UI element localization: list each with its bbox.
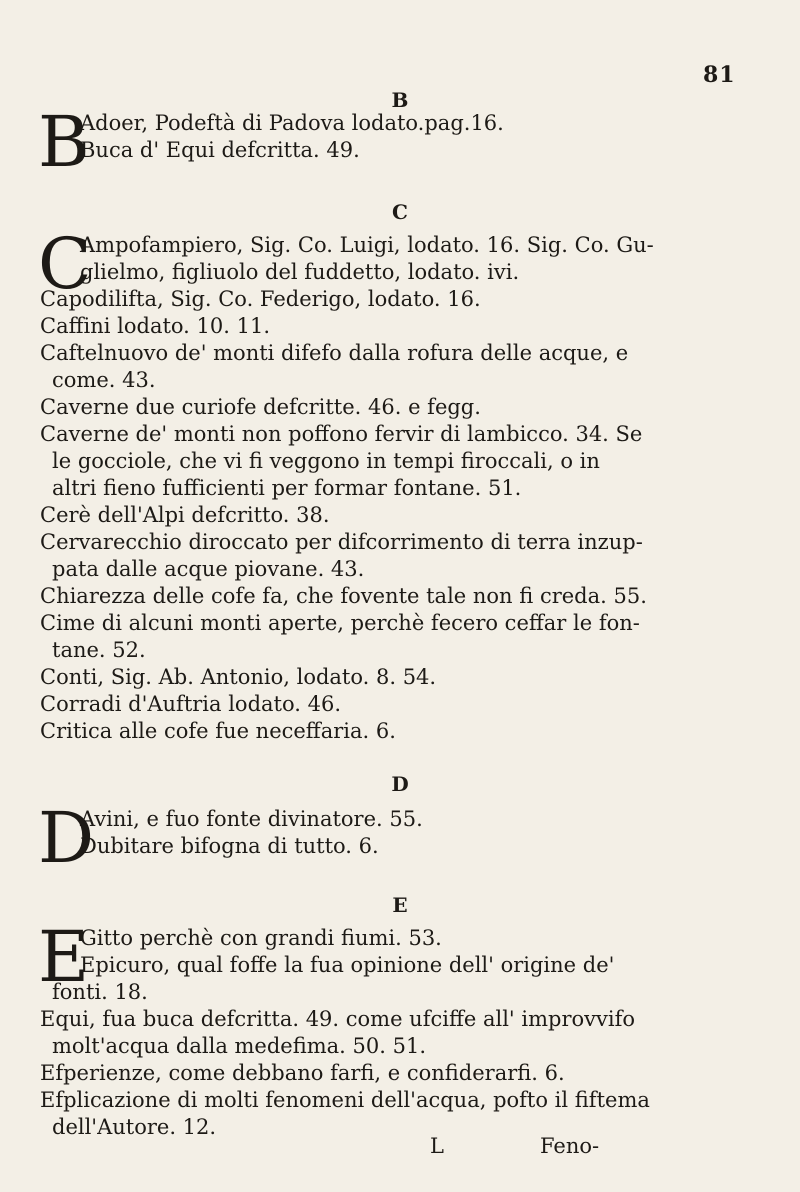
section-c: [0, 223, 800, 745]
index-entry: Caverne de' monti non poffono fervir di lambicco. 34. Se: [40, 422, 643, 446]
index-entry: Ampofampiero, Sig. Co. Luigi, lodato. 16. Sig. Co. Gu-: [80, 233, 654, 257]
index-entry: Critica alle cofe fue neceffaria. 6.: [40, 719, 396, 743]
index-entry: come. 43.: [52, 368, 156, 392]
index-entry: Equi, fua buca defcritta. 49. come ufciffe all' improvvifo: [40, 1007, 635, 1031]
index-entry: Corradi d'Auftria lodato. 46.: [40, 692, 341, 716]
index-entry: Cervarecchio diroccato per difcorrimento di terra inzup-: [40, 530, 643, 554]
index-entry: pata dalle acque piovane. 43.: [52, 557, 365, 581]
section-d: [0, 797, 800, 879]
index-entry: Efperienze, come debbano farfi, e confiderarfi. 6.: [40, 1061, 565, 1085]
index-entry: Epicuro, qual foffe la fua opinione dell' origine de': [80, 953, 615, 977]
index-entry: molt'acqua dalla medefima. 50. 51.: [52, 1034, 426, 1058]
index-entry: tane. 52.: [52, 638, 146, 662]
index-entry: Capodilifta, Sig. Co. Federigo, lodato. 16.: [40, 287, 481, 311]
index-entry: Cerè dell'Alpi defcritto. 38.: [40, 503, 330, 527]
page-number: 81: [703, 62, 736, 88]
section-letter-c: C: [392, 200, 408, 224]
drop-cap-b: B: [38, 101, 90, 183]
index-entry: glielmo, figliuolo del fuddetto, lodato. ivi.: [80, 260, 520, 284]
index-entry: Caftelnuovo de' monti difefo dalla rofura delle acque, e: [40, 341, 629, 365]
index-entry: altri fieno fufficienti per formar fontane. 51.: [52, 476, 522, 500]
section-e: [0, 916, 800, 1141]
index-entry: Conti, Sig. Ab. Antonio, lodato. 8. 54.: [40, 665, 437, 689]
section-b-first-entry: [0, 101, 800, 183]
index-entry: Gitto perchè con grandi fiumi. 53.: [80, 926, 442, 950]
index-entry: Caffini lodato. 10. 11.: [40, 314, 270, 338]
section-letter-d: D: [391, 772, 409, 796]
section-e-first-entry: [0, 916, 800, 1006]
section-d-first-entry: [0, 797, 800, 879]
section-b: [0, 101, 800, 183]
index-entry: Buca d' Equi defcritta. 49.: [80, 138, 360, 162]
index-entry: Adoer, Podeftà di Padova lodato.pag.16.: [80, 111, 504, 135]
index-entry: Efplicazione di molti fenomeni dell'acqua, pofto il fiftema: [40, 1088, 650, 1112]
index-entry: Avini, e fuo fonte divinatore. 55.: [80, 807, 423, 831]
index-entry: Cime di alcuni monti aperte, perchè fecero ceffar le fon-: [40, 611, 640, 635]
drop-cap-e: E: [38, 916, 90, 998]
catchword: Feno-: [540, 1134, 600, 1158]
index-entry: Chiarezza delle cofe fa, che fovente tale non fi creda. 55.: [40, 584, 647, 608]
index-entry: Dubitare bifogna di tutto. 6.: [80, 834, 379, 858]
signature-mark: L: [430, 1134, 444, 1158]
drop-cap-c: C: [38, 223, 92, 305]
section-letter-b: B: [391, 88, 409, 112]
index-entry: dell'Autore. 12.: [52, 1115, 217, 1139]
index-entry: le gocciole, che vi fi veggono in tempi firoccali, o in: [52, 449, 600, 473]
drop-cap-d: D: [38, 797, 95, 879]
section-letter-e: E: [392, 893, 408, 917]
index-entry: fonti. 18.: [52, 980, 148, 1004]
index-entry: Caverne due curiofe defcritte. 46. e fegg.: [40, 395, 481, 419]
